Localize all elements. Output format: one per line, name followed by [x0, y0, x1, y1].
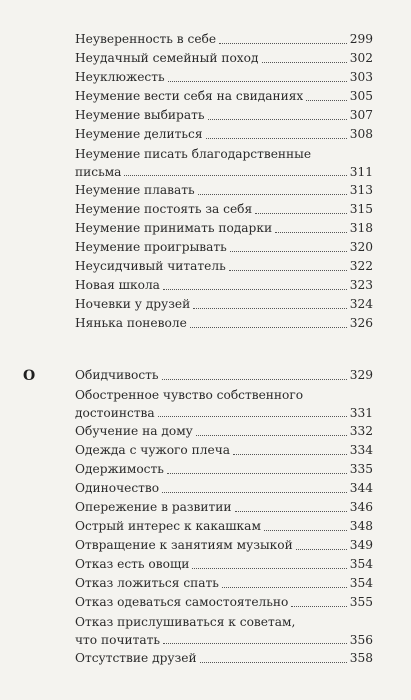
- toc-entry-title: Неудачный семейный поход: [75, 51, 259, 65]
- toc-entry-page: 356: [349, 633, 373, 647]
- toc-entry: [75, 314, 373, 333]
- toc-entry-title: Отказ одеваться самостоятельно: [75, 595, 289, 609]
- toc-entry-title: Одежда с чужого плеча: [75, 443, 231, 457]
- toc-entry: [75, 49, 373, 68]
- toc-entry-page: 354: [349, 557, 373, 571]
- toc-entry-page: 348: [349, 519, 373, 533]
- dot-leader: [168, 81, 347, 82]
- toc-entry-page: 354: [349, 576, 373, 590]
- dot-leader: [262, 62, 347, 63]
- dot-leader: [124, 175, 346, 176]
- toc-entry-page: 358: [349, 651, 373, 665]
- toc-entry-title-line: Отказ прислушиваться к советам,: [75, 615, 296, 629]
- toc-entry: [75, 498, 373, 517]
- toc-entry: [75, 295, 373, 314]
- toc-entry-page: 349: [349, 538, 373, 552]
- dot-leader: [255, 213, 347, 214]
- toc-entry-page: 311: [349, 165, 373, 179]
- toc-entry-page: 302: [349, 51, 373, 65]
- toc-entry-title: Неумение выбирать: [75, 108, 205, 122]
- toc-entry-title: Отсутствие друзей: [75, 651, 197, 665]
- toc-entry-page: 344: [349, 481, 373, 495]
- toc-entry: [75, 366, 373, 385]
- toc-entry-page: 303: [349, 70, 373, 84]
- toc-entry: [75, 460, 373, 479]
- toc-entry: [75, 276, 373, 295]
- toc-entry-title: Неумение принимать подарки: [75, 221, 273, 235]
- toc-entry: [75, 422, 373, 441]
- toc-entry-page: 307: [349, 108, 373, 122]
- toc-entry-page: 313: [349, 183, 373, 197]
- toc-entry-title: Обидчивость: [75, 368, 159, 382]
- dot-leader: [233, 454, 347, 455]
- dot-leader: [235, 511, 347, 512]
- dot-leader: [230, 251, 347, 252]
- toc-entry-title: Отвращение к занятиям музыкой: [75, 538, 293, 552]
- toc-entry-title: Отказ есть овощи: [75, 557, 190, 571]
- toc-entry: [75, 593, 373, 612]
- toc-entry-title-line: достоинства: [75, 406, 155, 420]
- toc-entry-title: Одержимость: [75, 462, 164, 476]
- toc-entry: [75, 555, 373, 574]
- toc-entry: [75, 479, 373, 498]
- toc-entry: [75, 517, 373, 536]
- toc-entry-title: Неумение проигрывать: [75, 240, 227, 254]
- dot-leader: [192, 568, 346, 569]
- toc-entry-page: 299: [349, 32, 373, 46]
- dot-leader: [206, 138, 347, 139]
- toc-entry-page: 305: [349, 89, 373, 103]
- toc-entry-title: Одиночество: [75, 481, 160, 495]
- toc-entry-title: Неумение делиться: [75, 127, 203, 141]
- dot-leader: [163, 643, 347, 644]
- toc-entry: [75, 536, 373, 555]
- toc-entry: [75, 68, 373, 87]
- toc-entry-title: Неуклюжесть: [75, 70, 165, 84]
- dot-leader: [296, 549, 347, 550]
- dot-leader: [200, 662, 347, 663]
- dot-leader: [306, 100, 346, 101]
- toc-entry: [75, 106, 373, 125]
- toc-entry-title: Ночевки у друзей: [75, 297, 191, 311]
- toc-entry: [75, 125, 373, 144]
- toc-entry-title-line: Неумение писать благодарственные: [75, 147, 312, 161]
- toc-entry-page: 335: [349, 462, 373, 476]
- toc-entry-page: 346: [349, 500, 373, 514]
- dot-leader: [208, 119, 347, 120]
- toc-entry-title: Обучение на дому: [75, 424, 193, 438]
- toc-entry-title: Опережение в развитии: [75, 500, 232, 514]
- toc-entry: [75, 200, 373, 219]
- toc-entry: [75, 574, 373, 593]
- toc-entry: [75, 257, 373, 276]
- dot-leader: [167, 473, 347, 474]
- toc-entry-title-line: Обостренное чувство собственного: [75, 388, 304, 402]
- toc-entry-page: 308: [349, 127, 373, 141]
- dot-leader: [162, 379, 347, 380]
- toc-entry-page: 332: [349, 424, 373, 438]
- toc-entry-page: 334: [349, 443, 373, 457]
- toc-entry: [75, 145, 373, 181]
- toc-entry-page: 329: [349, 368, 373, 382]
- toc-entry-title: Неумение постоять за себя: [75, 202, 253, 216]
- toc-entry-title: Отказ ложиться спать: [75, 576, 219, 590]
- toc-entry: [75, 87, 373, 106]
- dot-leader: [264, 530, 347, 531]
- toc-entry: [75, 649, 373, 668]
- toc-entry-title: Неумение вести себя на свиданиях: [75, 89, 304, 103]
- toc-entry: [75, 181, 373, 200]
- toc-entry-title: Неусидчивый читатель: [75, 259, 226, 273]
- toc-entry-page: 355: [349, 595, 373, 609]
- toc-entry-page: 322: [349, 259, 373, 273]
- toc-entry: [75, 30, 373, 49]
- toc-section-o: [75, 366, 373, 668]
- toc-entry-page: 331: [349, 406, 373, 420]
- dot-leader: [163, 289, 347, 290]
- dot-leader: [196, 435, 347, 436]
- toc-entry: [75, 219, 373, 238]
- dot-leader: [219, 43, 347, 44]
- toc-entry-page: 320: [349, 240, 373, 254]
- toc-entry-title-line: письма: [75, 165, 122, 179]
- dot-leader: [198, 194, 347, 195]
- toc-entry-page: 318: [349, 221, 373, 235]
- toc-entry-title-line: что почитать: [75, 633, 161, 647]
- toc-section-n: [75, 30, 373, 333]
- toc-entry-page: 326: [349, 316, 373, 330]
- toc-entry: [75, 441, 373, 460]
- toc-entry-title: Неуверенность в себе: [75, 32, 217, 46]
- toc-entry-title: Нянька поневоле: [75, 316, 187, 330]
- toc-entry: [75, 238, 373, 257]
- dot-leader: [190, 327, 347, 328]
- toc-entry: [75, 613, 373, 649]
- toc-entry: [75, 386, 373, 422]
- dot-leader: [229, 270, 347, 271]
- dot-leader: [162, 492, 347, 493]
- dot-leader: [158, 416, 347, 417]
- toc-entry-page: 324: [349, 297, 373, 311]
- toc-entry-title: Острый интерес к какашкам: [75, 519, 261, 533]
- toc-entry-page: 323: [349, 278, 373, 292]
- dot-leader: [222, 587, 347, 588]
- dot-leader: [291, 606, 346, 607]
- dot-leader: [275, 232, 347, 233]
- section-letter: О: [23, 368, 36, 384]
- toc-entry-title: Неумение плавать: [75, 183, 195, 197]
- toc-entry-title: Новая школа: [75, 278, 160, 292]
- dot-leader: [193, 308, 347, 309]
- toc-entry-page: 315: [349, 202, 373, 216]
